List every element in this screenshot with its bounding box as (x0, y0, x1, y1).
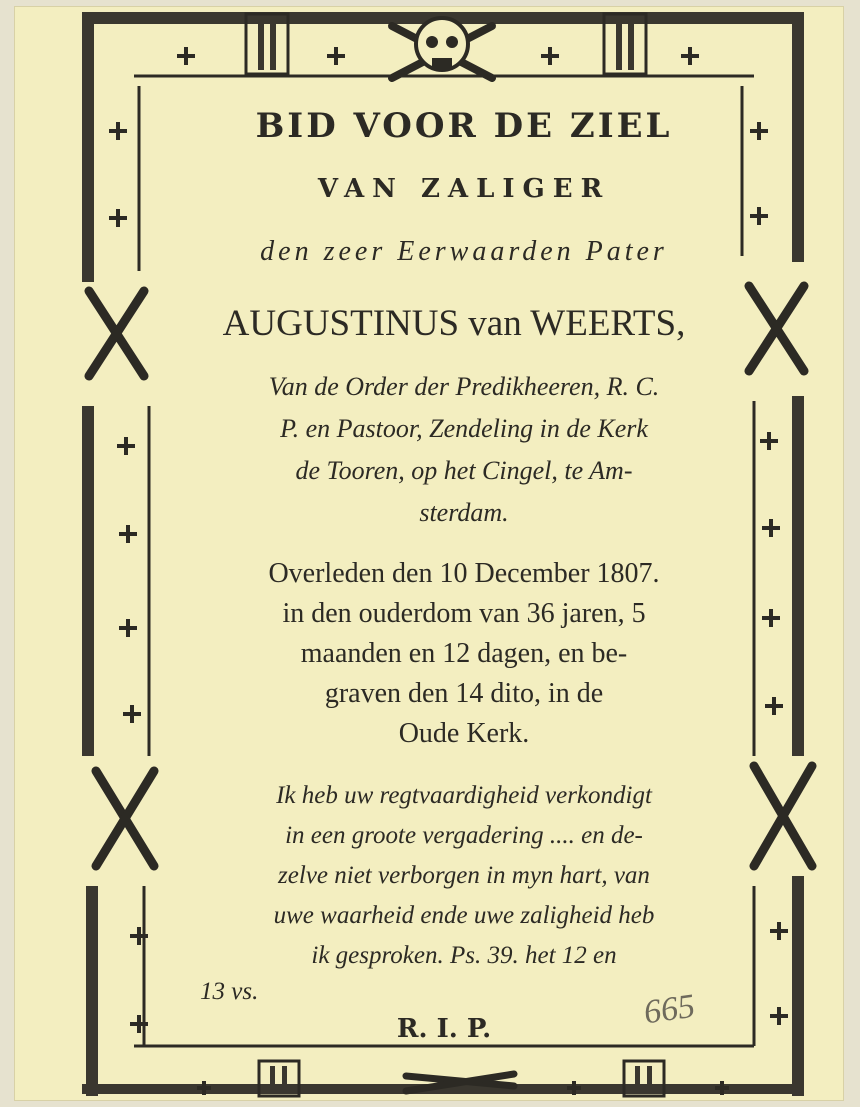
left-border-bar-top (82, 12, 94, 282)
psalm-line-1: Ik heb uw regtvaardigheid verkondigt (276, 782, 652, 809)
crossed-bones-right-lower (754, 766, 812, 866)
left-border-bar-bottom (86, 886, 98, 1096)
death-line-1: Overleden den 10 December 1807. (268, 558, 660, 589)
crossed-bones-left-lower (96, 771, 154, 866)
order-line-3: de Tooren, op het Cingel, te Am- (295, 456, 633, 485)
heading-line-1: BID VOOR DE ZIEL (255, 106, 673, 146)
right-border-bar-top (792, 12, 804, 262)
crossed-bones-left-upper (89, 291, 144, 376)
memorial-card (14, 6, 844, 1101)
left-border-bar-mid (82, 406, 94, 756)
handwritten-number: 665 (641, 987, 698, 1032)
death-line-2: in den ouderdom van 36 jaren, 5 (282, 598, 646, 629)
order-line-2: P. en Pastoor, Zendeling in de Kerk (280, 414, 648, 443)
psalm-line-5: ik gesproken. Ps. 39. het 12 en (311, 942, 617, 969)
decorative-border (14, 6, 844, 1101)
death-line-3: maanden en 12 dagen, en be- (300, 638, 628, 669)
order-line-4: sterdam. (419, 498, 509, 527)
psalm-line-4: uwe waarheid ende uwe zaligheid heb (273, 902, 655, 929)
skull-crossbones-icon (392, 18, 492, 78)
death-line-5: Oude Kerk. (398, 718, 530, 749)
psalm-line-3: zelve niet verborgen in myn hart, van (278, 862, 650, 889)
heading-line-2: VAN ZALIGER (317, 174, 611, 204)
death-line-4: graven den 14 dito, in de (324, 678, 604, 709)
title-line: den zeer Eerwaarden Pater (260, 236, 668, 267)
order-line-1: Van de Order der Predikheeren, R. C. (268, 372, 660, 401)
psalm-line-2: in een groote vergadering .... en de- (285, 822, 643, 849)
right-border-bar-bottom (792, 876, 804, 1096)
deceased-name: AUGUSTINUS van WEERTS, (222, 303, 686, 344)
right-border-bar-mid (792, 396, 804, 756)
rip-closing: R. I. P. (396, 1014, 492, 1044)
psalm-line-6: 13 vs. (200, 978, 259, 1005)
